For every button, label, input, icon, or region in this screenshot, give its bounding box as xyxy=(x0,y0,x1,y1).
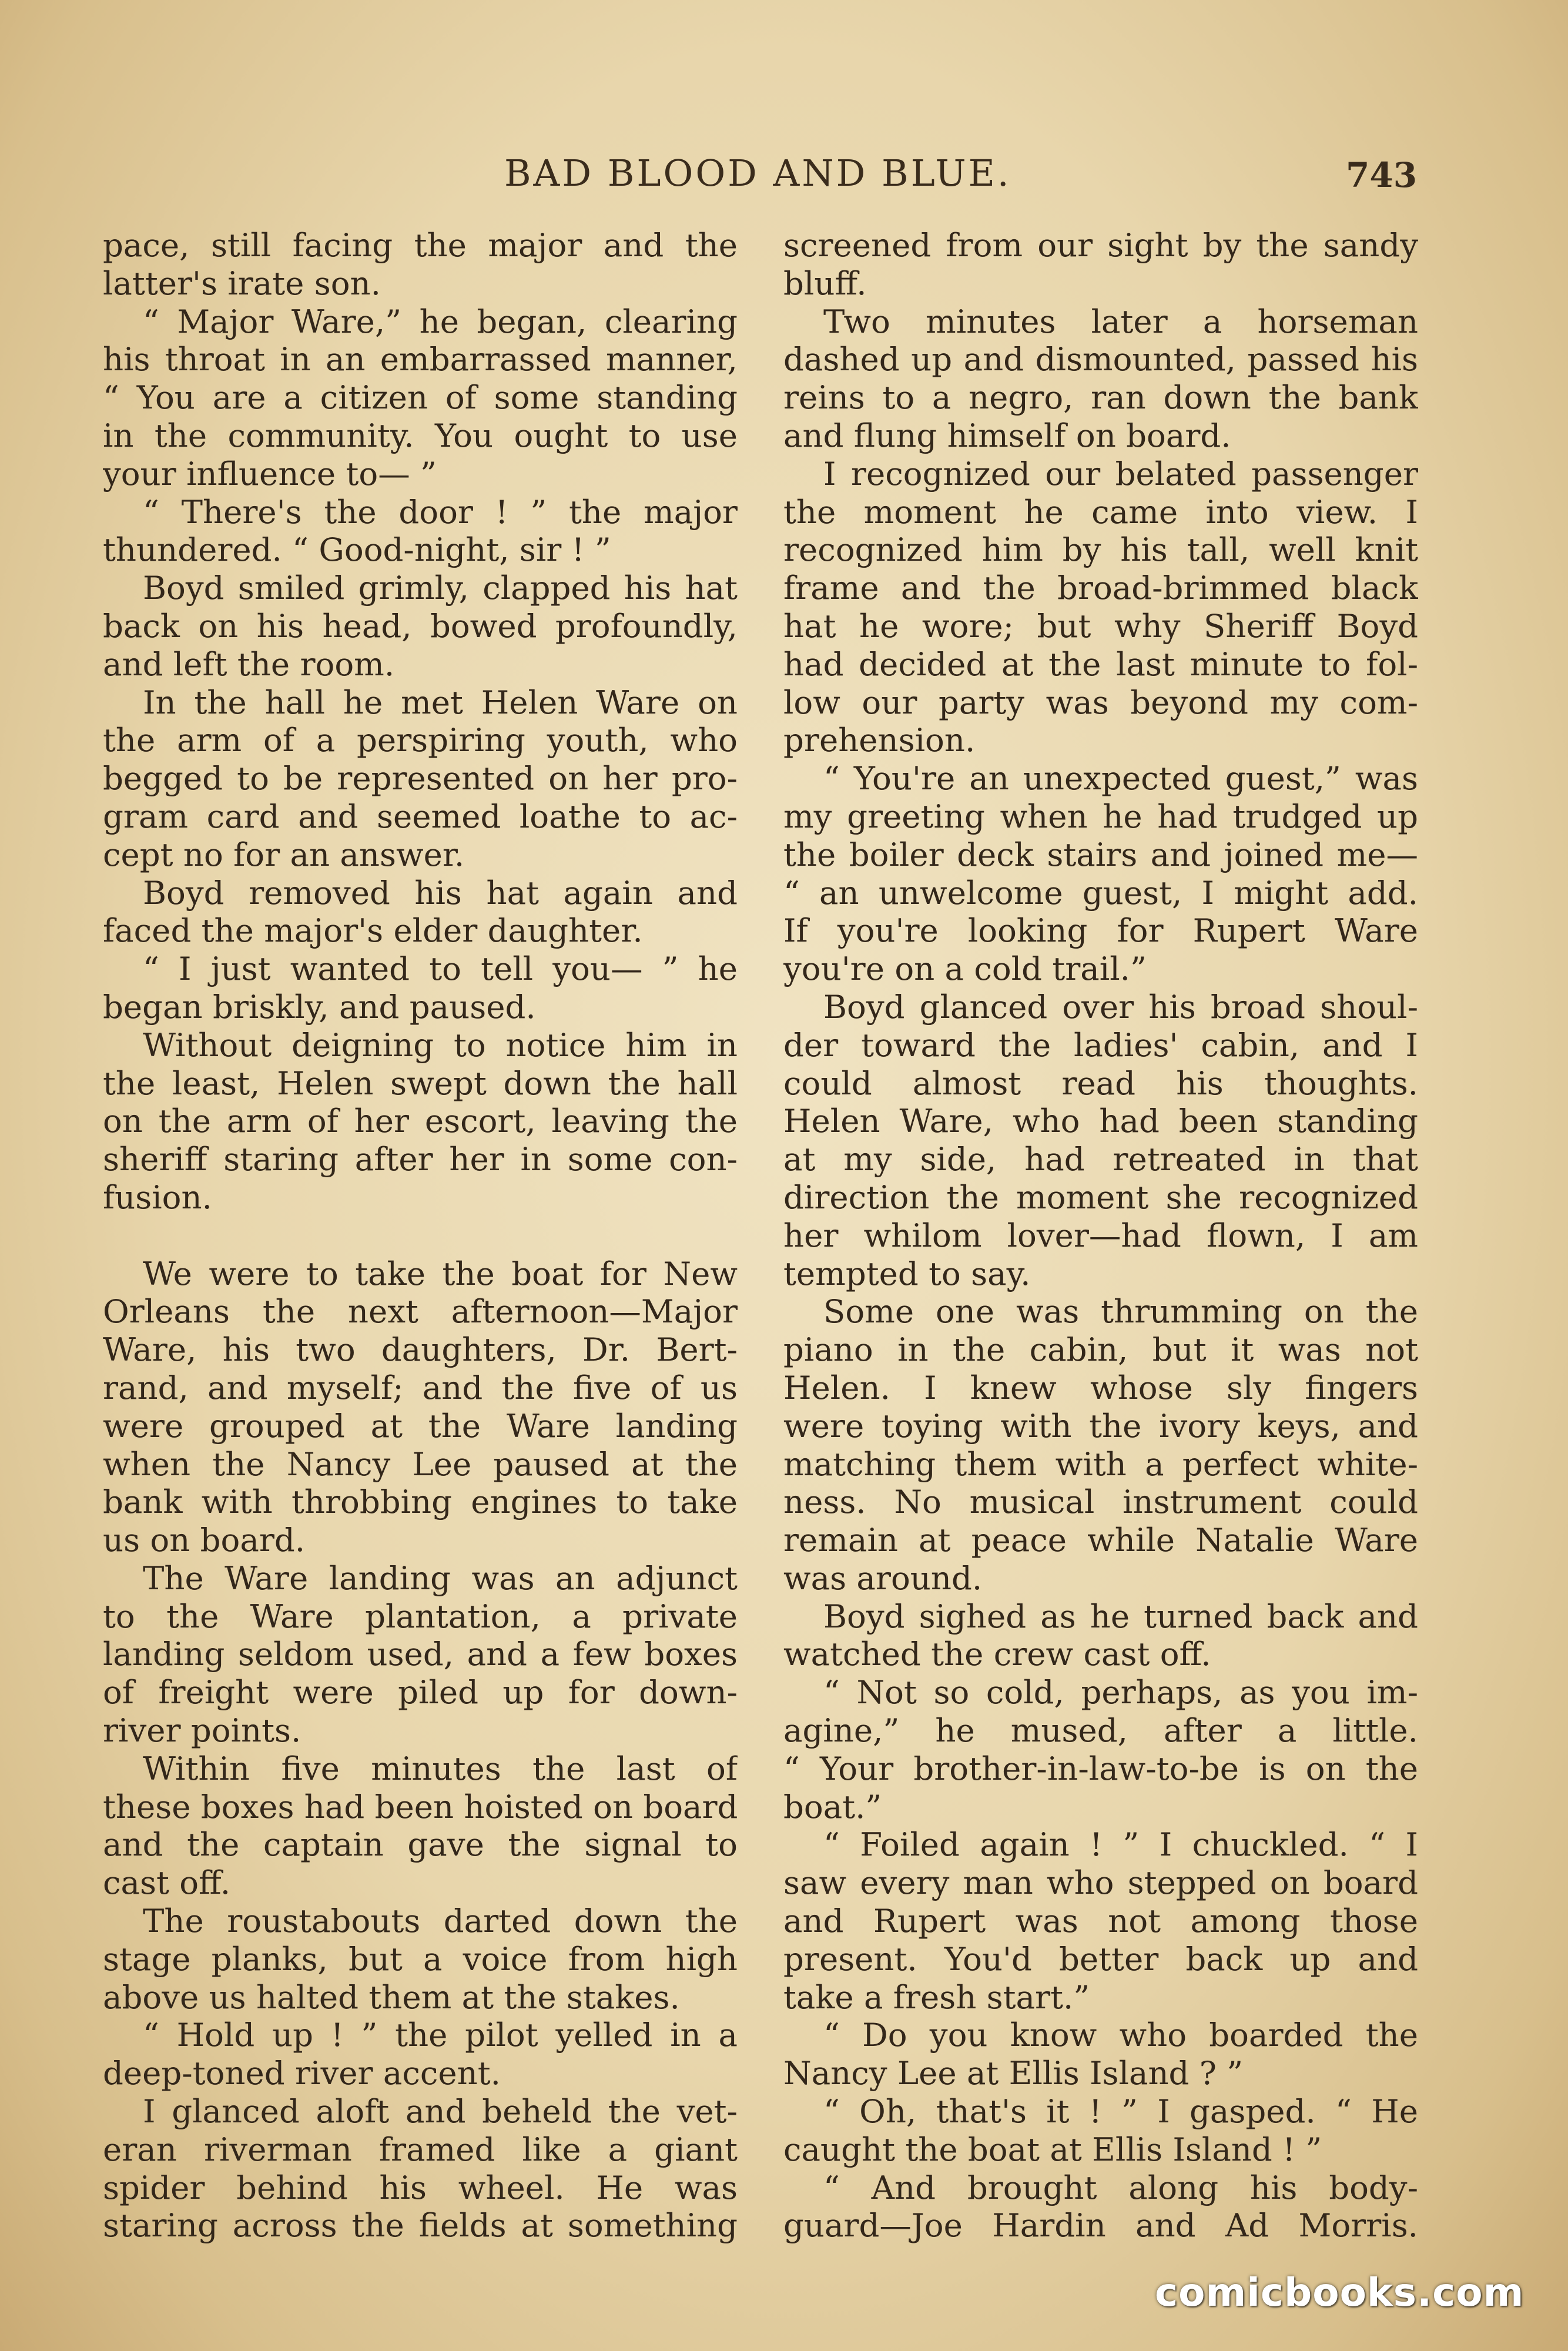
text-line: der toward the ladies' cabin, and I xyxy=(783,1026,1418,1064)
text-line: back on his head, bowed profoundly, xyxy=(103,607,738,645)
text-line: my greeting when he had trudged up xyxy=(783,797,1418,835)
text-line: landing seldom used, and a few boxes xyxy=(103,1635,738,1673)
text-line: The roustabouts darted down the xyxy=(143,1902,738,1940)
text-line: recognized him by his tall, well knit xyxy=(783,531,1418,569)
text-line: ness. No musical instrument could xyxy=(783,1483,1418,1521)
text-line: “ There's the door ! ” the major xyxy=(143,493,738,531)
text-line: the arm of a perspiring youth, who xyxy=(103,721,738,759)
text-line: caught the boat at Ellis Island ! ” xyxy=(783,2130,1322,2168)
text-line: at my side, had retreated in that xyxy=(783,1140,1418,1178)
text-line: Boyd glanced over his broad shoul- xyxy=(823,987,1418,1026)
text-line: “ an unwelcome guest, I might add. xyxy=(783,873,1418,912)
text-line: “ Your brother-in-law-to-be is on the xyxy=(783,1749,1418,1787)
text-line: Boyd sighed as he turned back and xyxy=(823,1597,1418,1635)
text-line: frame and the broad-brimmed black xyxy=(783,569,1418,607)
text-line: screened from our sight by the sandy xyxy=(783,226,1418,264)
text-line: were grouped at the Ware landing xyxy=(103,1406,738,1445)
text-line: above us halted them at the stakes. xyxy=(103,1978,680,2016)
text-line: guard—Joe Hardin and Ad Morris. xyxy=(783,2206,1418,2245)
text-line: could almost read his thoughts. xyxy=(783,1064,1418,1102)
text-line: when the Nancy Lee paused at the xyxy=(103,1445,738,1483)
text-line: eran riverman framed like a giant xyxy=(103,2130,738,2168)
text-line: present. You'd better back up and xyxy=(783,1940,1418,1978)
text-line: “ You're an unexpected guest,” was xyxy=(823,759,1418,798)
text-line: us on board. xyxy=(103,1521,306,1559)
text-line: “ Hold up ! ” the pilot yelled in a xyxy=(143,2016,738,2054)
text-line: low our party was beyond my com- xyxy=(783,683,1418,721)
text-line: and left the room. xyxy=(103,645,395,683)
text-line: bluff. xyxy=(783,264,867,302)
watermark: comicbooks.com xyxy=(1155,2270,1525,2315)
text-line: tempted to say. xyxy=(783,1254,1031,1292)
text-line: you're on a cold trail.” xyxy=(783,950,1147,988)
page-number: 743 xyxy=(1346,155,1418,195)
text-line: In the hall he met Helen Ware on xyxy=(143,683,738,721)
text-line: I recognized our belated passenger xyxy=(823,454,1418,493)
text-line: of freight were piled up for down- xyxy=(103,1673,738,1712)
text-line: gram card and seemed loathe to ac- xyxy=(103,797,738,835)
text-line: take a fresh start.” xyxy=(783,1978,1090,2016)
text-line: “ Oh, that's it ! ” I gasped. “ He xyxy=(823,2092,1418,2131)
text-line: river points. xyxy=(103,1712,301,1750)
text-line: the moment he came into view. I xyxy=(783,493,1418,531)
text-line: bank with throbbing engines to take xyxy=(103,1483,738,1521)
text-line: and the captain gave the signal to xyxy=(103,1826,738,1864)
text-line: spider behind his wheel. He was xyxy=(103,2168,738,2206)
text-line: Helen Ware, who had been standing xyxy=(783,1102,1418,1140)
text-line: “ I just wanted to tell you— ” he xyxy=(143,950,738,988)
text-line: was around. xyxy=(783,1559,983,1597)
text-line: “ You are a citizen of some standing xyxy=(103,379,738,417)
text-line: on the arm of her escort, leaving the xyxy=(103,1102,738,1140)
text-line: Helen. I knew whose sly fingers xyxy=(783,1368,1418,1406)
text-line: and flung himself on board. xyxy=(783,416,1231,454)
text-line: piano in the cabin, but it was not xyxy=(783,1331,1418,1369)
text-line: Orleans the next afternoon—Major xyxy=(103,1292,738,1331)
text-line: his throat in an embarrassed manner, xyxy=(103,340,738,379)
text-line: The Ware landing was an adjunct xyxy=(143,1559,738,1597)
page-header xyxy=(0,152,1568,199)
text-line: to the Ware plantation, a private xyxy=(103,1597,738,1635)
text-line: had decided at the last minute to fol- xyxy=(783,645,1418,683)
text-line: fusion. xyxy=(103,1178,212,1216)
text-line: prehension. xyxy=(783,721,976,759)
text-line: Two minutes later a horseman xyxy=(823,302,1418,340)
text-line: agine,” he mused, after a little. xyxy=(783,1712,1418,1750)
text-line: dashed up and dismounted, passed his xyxy=(783,340,1418,379)
text-line: reins to a negro, ran down the bank xyxy=(783,379,1418,417)
text-line: were toying with the ivory keys, and xyxy=(783,1406,1418,1445)
text-line: saw every man who stepped on board xyxy=(783,1864,1418,1902)
text-line: staring across the fields at something xyxy=(103,2206,738,2245)
text-line: and Rupert was not among those xyxy=(783,1902,1418,1940)
text-line: deep-toned river accent. xyxy=(103,2054,501,2092)
text-line: thundered. “ Good-night, sir ! ” xyxy=(103,531,611,569)
text-line: your influence to— ” xyxy=(103,454,437,493)
text-line: faced the major's elder daughter. xyxy=(103,912,643,950)
text-line: her whilom lover—had flown, I am xyxy=(783,1216,1418,1254)
text-line: I glanced aloft and beheld the vet- xyxy=(143,2092,738,2131)
text-line: Ware, his two daughters, Dr. Bert- xyxy=(103,1331,738,1369)
text-line: rand, and myself; and the five of us xyxy=(103,1368,738,1406)
running-title: BAD BLOOD AND BLUE. xyxy=(504,152,1011,195)
text-line: “ Major Ware,” he began, clearing xyxy=(143,302,738,340)
text-line: remain at peace while Natalie Ware xyxy=(783,1521,1418,1559)
text-line: sheriff staring after her in some con- xyxy=(103,1140,738,1178)
text-line: stage planks, but a voice from high xyxy=(103,1940,738,1978)
text-line: Without deigning to notice him in xyxy=(143,1026,738,1064)
text-line: begged to be represented on her pro- xyxy=(103,759,738,798)
text-line: Some one was thrumming on the xyxy=(823,1292,1418,1331)
text-line: direction the moment she recognized xyxy=(783,1178,1418,1216)
text-line: Boyd removed his hat again and xyxy=(143,873,738,912)
text-line: began briskly, and paused. xyxy=(103,987,536,1026)
text-line xyxy=(103,1217,738,1255)
left-text-column xyxy=(103,226,738,2245)
text-line: If you're looking for Rupert Ware xyxy=(783,912,1418,950)
text-line: latter's irate son. xyxy=(103,264,381,302)
text-line: hat he wore; but why Sheriff Boyd xyxy=(783,607,1418,645)
text-line: Nancy Lee at Ellis Island ? ” xyxy=(783,2054,1244,2092)
text-line: Within five minutes the last of xyxy=(143,1749,738,1787)
text-line: the least, Helen swept down the hall xyxy=(103,1064,738,1102)
text-line: We were to take the boat for New xyxy=(143,1254,738,1292)
text-line: pace, still facing the major and the xyxy=(103,226,738,264)
text-line: cept no for an answer. xyxy=(103,835,465,873)
text-line: watched the crew cast off. xyxy=(783,1635,1211,1673)
text-line: “ Do you know who boarded the xyxy=(823,2016,1418,2054)
text-line: “ Not so cold, perhaps, as you im- xyxy=(823,1673,1418,1712)
text-line: cast off. xyxy=(103,1864,231,1902)
text-line: in the community. You ought to use xyxy=(103,416,738,454)
text-line: “ Foiled again ! ” I chuckled. “ I xyxy=(823,1826,1418,1864)
right-text-column xyxy=(783,226,1418,2245)
text-line: boat.” xyxy=(783,1787,882,1826)
text-line: the boiler deck stairs and joined me— xyxy=(783,835,1418,873)
text-line: matching them with a perfect white- xyxy=(783,1445,1418,1483)
text-line: these boxes had been hoisted on board xyxy=(103,1787,738,1826)
text-line: “ And brought along his body- xyxy=(823,2168,1418,2206)
text-line: Boyd smiled grimly, clapped his hat xyxy=(143,569,738,607)
